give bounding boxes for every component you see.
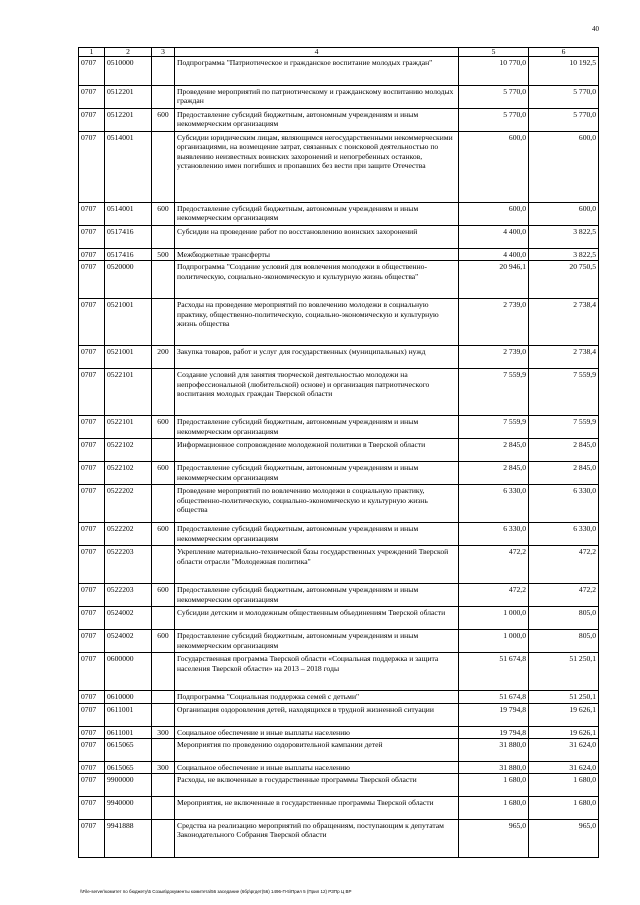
- expense-type-cell: [152, 369, 175, 416]
- target-code-cell: 0520000: [105, 261, 152, 299]
- header-cell: 2: [105, 48, 152, 57]
- section-code-cell: 0707: [79, 820, 105, 858]
- planned-amount-cell: 5 770,0: [459, 109, 529, 132]
- description-cell: Субсидии юридическим лицам, являющимся негосударственными некоммерческими организациями, на возмещение затрат, связанных с поисковой деятельностью по выявлению неизвестных воинских захоронений и непогребенных останков, установлению имен погибших и пропавших без вести при защите Отечества: [175, 132, 459, 203]
- section-code-cell: 0707: [79, 653, 105, 691]
- expense-type-cell: 600: [152, 109, 175, 132]
- section-code-cell: 0707: [79, 738, 105, 761]
- table-row: [79, 546, 599, 584]
- header-cell: 4: [175, 48, 459, 57]
- target-code-cell: 0517416: [105, 249, 152, 261]
- actual-amount-cell: 5 770,0: [529, 109, 599, 132]
- expense-type-cell: [152, 439, 175, 462]
- planned-amount-cell: 2 845,0: [459, 462, 529, 485]
- section-code-cell: 0707: [79, 203, 105, 226]
- planned-amount-cell: 1 680,0: [459, 797, 529, 820]
- description-cell: Предоставление субсидий бюджетным, автономным учреждениям и иным некоммерческим организациям: [175, 462, 459, 485]
- planned-amount-cell: 6 330,0: [459, 523, 529, 546]
- planned-amount-cell: 1 000,0: [459, 630, 529, 653]
- header-cell: 5: [459, 48, 529, 57]
- expense-type-cell: [152, 607, 175, 630]
- description-cell: Средства на реализацию мероприятий по обращениям, поступающим к депутатам Законодательного Собрания Тверской области: [175, 820, 459, 858]
- table-row: [79, 691, 599, 703]
- actual-amount-cell: 7 559,9: [529, 416, 599, 439]
- table-row: [79, 86, 599, 109]
- planned-amount-cell: 2 739,0: [459, 299, 529, 346]
- description-cell: Создание условий для занятия творческой деятельностью молодежи на непрофессиональной (любительской) основе) и организация патриотического воспитания молодых граждан Тверской области: [175, 369, 459, 416]
- target-code-cell: 0512201: [105, 86, 152, 109]
- target-code-cell: 9940000: [105, 797, 152, 820]
- description-cell: Предоставление субсидий бюджетным, автономным учреждениям и иным некоммерческим организациям: [175, 203, 459, 226]
- target-code-cell: 0522203: [105, 546, 152, 584]
- expense-type-cell: 600: [152, 584, 175, 607]
- table-row: [79, 299, 599, 346]
- planned-amount-cell: 20 946,1: [459, 261, 529, 299]
- actual-amount-cell: 805,0: [529, 607, 599, 630]
- section-code-cell: 0707: [79, 726, 105, 738]
- target-code-cell: 0521001: [105, 346, 152, 369]
- section-code-cell: 0707: [79, 774, 105, 797]
- actual-amount-cell: 600,0: [529, 132, 599, 203]
- section-code-cell: 0707: [79, 57, 105, 86]
- planned-amount-cell: 2 845,0: [459, 439, 529, 462]
- table-row: [79, 703, 599, 726]
- expense-type-cell: [152, 738, 175, 761]
- description-cell: Предоставление субсидий бюджетным, автономным учреждениям и иным некоммерческим организациям: [175, 630, 459, 653]
- table-row: [79, 726, 599, 738]
- expense-type-cell: [152, 774, 175, 797]
- description-cell: Субсидии детским и молодежным общественным объединениям Тверской области: [175, 607, 459, 630]
- section-code-cell: 0707: [79, 797, 105, 820]
- table-row: [79, 797, 599, 820]
- section-code-cell: 0707: [79, 299, 105, 346]
- planned-amount-cell: 5 770,0: [459, 86, 529, 109]
- description-cell: Расходы, не включенные в государственные программы Тверской области: [175, 774, 459, 797]
- description-cell: Социальное обеспечение и иные выплаты населению: [175, 761, 459, 773]
- expense-type-cell: [152, 820, 175, 858]
- actual-amount-cell: 2 738,4: [529, 299, 599, 346]
- expense-type-cell: [152, 57, 175, 86]
- target-code-cell: 0611001: [105, 703, 152, 726]
- planned-amount-cell: 6 330,0: [459, 485, 529, 523]
- section-code-cell: 0707: [79, 416, 105, 439]
- planned-amount-cell: 600,0: [459, 203, 529, 226]
- table-row: [79, 630, 599, 653]
- section-code-cell: 0707: [79, 462, 105, 485]
- expense-type-cell: 600: [152, 523, 175, 546]
- actual-amount-cell: 2 738,4: [529, 346, 599, 369]
- section-code-cell: 0707: [79, 761, 105, 773]
- actual-amount-cell: 31 624,0: [529, 738, 599, 761]
- table-row: [79, 774, 599, 797]
- table-header-row: [79, 48, 599, 57]
- table-row: [79, 369, 599, 416]
- target-code-cell: 0611001: [105, 726, 152, 738]
- section-code-cell: 0707: [79, 691, 105, 703]
- description-cell: Предоставление субсидий бюджетным, автономным учреждениям и иным некоммерческим организациям: [175, 416, 459, 439]
- planned-amount-cell: 7 559,9: [459, 416, 529, 439]
- actual-amount-cell: 3 822,5: [529, 249, 599, 261]
- section-code-cell: 0707: [79, 546, 105, 584]
- table-row: [79, 653, 599, 691]
- section-code-cell: 0707: [79, 485, 105, 523]
- description-cell: Предоставление субсидий бюджетным, автономным учреждениям и иным некоммерческим организациям: [175, 584, 459, 607]
- actual-amount-cell: 472,2: [529, 584, 599, 607]
- table-row: [79, 485, 599, 523]
- table-row: [79, 607, 599, 630]
- expense-type-cell: [152, 299, 175, 346]
- section-code-cell: 0707: [79, 584, 105, 607]
- expense-type-cell: [152, 86, 175, 109]
- expense-type-cell: [152, 485, 175, 523]
- actual-amount-cell: 965,0: [529, 820, 599, 858]
- actual-amount-cell: 6 330,0: [529, 523, 599, 546]
- table-row: [79, 820, 599, 858]
- target-code-cell: 0522203: [105, 584, 152, 607]
- description-cell: Закупка товаров, работ и услуг для государственных (муниципальных) нужд: [175, 346, 459, 369]
- table-row: [79, 523, 599, 546]
- actual-amount-cell: 2 845,0: [529, 439, 599, 462]
- target-code-cell: 0522202: [105, 523, 152, 546]
- planned-amount-cell: 19 794,8: [459, 703, 529, 726]
- actual-amount-cell: 20 750,5: [529, 261, 599, 299]
- target-code-cell: 0522202: [105, 485, 152, 523]
- expense-type-cell: 500: [152, 249, 175, 261]
- target-code-cell: 0615065: [105, 738, 152, 761]
- section-code-cell: 0707: [79, 132, 105, 203]
- actual-amount-cell: 6 330,0: [529, 485, 599, 523]
- expense-type-cell: 600: [152, 630, 175, 653]
- actual-amount-cell: 10 192,5: [529, 57, 599, 86]
- table-row: [79, 584, 599, 607]
- planned-amount-cell: 51 674,8: [459, 691, 529, 703]
- expense-type-cell: 600: [152, 462, 175, 485]
- target-code-cell: 0514001: [105, 132, 152, 203]
- target-code-cell: 9900000: [105, 774, 152, 797]
- table-row: [79, 439, 599, 462]
- description-cell: Подпрограмма "Создание условий для вовлечения молодежи в общественно-политическую, социально-экономическую и культурную жизнь общества": [175, 261, 459, 299]
- table-row: [79, 761, 599, 773]
- target-code-cell: 0524002: [105, 607, 152, 630]
- actual-amount-cell: 19 626,1: [529, 726, 599, 738]
- expense-type-cell: 600: [152, 416, 175, 439]
- target-code-cell: 0522101: [105, 369, 152, 416]
- header-cell: 1: [79, 48, 105, 57]
- table-row: [79, 346, 599, 369]
- section-code-cell: 0707: [79, 439, 105, 462]
- actual-amount-cell: 19 626,1: [529, 703, 599, 726]
- expense-type-cell: [152, 261, 175, 299]
- description-cell: Подпрограмма "Социальная поддержка семей с детьми": [175, 691, 459, 703]
- target-code-cell: 0610000: [105, 691, 152, 703]
- target-code-cell: 0521001: [105, 299, 152, 346]
- expense-type-cell: [152, 797, 175, 820]
- actual-amount-cell: 600,0: [529, 203, 599, 226]
- table-row: [79, 416, 599, 439]
- header-cell: 3: [152, 48, 175, 57]
- target-code-cell: 0512201: [105, 109, 152, 132]
- expense-type-cell: 600: [152, 203, 175, 226]
- planned-amount-cell: 7 559,9: [459, 369, 529, 416]
- description-cell: Межбюджетные трансферты: [175, 249, 459, 261]
- target-code-cell: 0615065: [105, 761, 152, 773]
- table-row: [79, 132, 599, 203]
- target-code-cell: 9941888: [105, 820, 152, 858]
- description-cell: Укрепление материально-технической базы государственных учреждений Тверской области отрасли "Молодежная политика": [175, 546, 459, 584]
- planned-amount-cell: 472,2: [459, 584, 529, 607]
- actual-amount-cell: 805,0: [529, 630, 599, 653]
- planned-amount-cell: 965,0: [459, 820, 529, 858]
- section-code-cell: 0707: [79, 109, 105, 132]
- target-code-cell: 0522102: [105, 439, 152, 462]
- description-cell: Мероприятия по проведению оздоровительной кампании детей: [175, 738, 459, 761]
- actual-amount-cell: 51 250,1: [529, 691, 599, 703]
- expense-type-cell: [152, 703, 175, 726]
- target-code-cell: 0517416: [105, 226, 152, 249]
- expense-type-cell: [152, 691, 175, 703]
- section-code-cell: 0707: [79, 249, 105, 261]
- planned-amount-cell: 1 680,0: [459, 774, 529, 797]
- description-cell: Предоставление субсидий бюджетным, автономным учреждениям и иным некоммерческим организациям: [175, 523, 459, 546]
- footer-file-path: \\File-server\комитет по бюджету\5 Созыв\документы комитета\56 заседание (6бр\ргдет(56) 1496-П-5\Прил 5 (Прил 12) РЗПр Ц ВР: [80, 889, 352, 894]
- section-code-cell: 0707: [79, 226, 105, 249]
- target-code-cell: 0514001: [105, 203, 152, 226]
- section-code-cell: 0707: [79, 369, 105, 416]
- planned-amount-cell: 600,0: [459, 132, 529, 203]
- planned-amount-cell: 2 739,0: [459, 346, 529, 369]
- table-row: [79, 57, 599, 86]
- planned-amount-cell: 31 880,0: [459, 761, 529, 773]
- description-cell: Подпрограмма "Патриотическое и гражданское воспитание молодых граждан": [175, 57, 459, 86]
- section-code-cell: 0707: [79, 607, 105, 630]
- table-row: [79, 203, 599, 226]
- planned-amount-cell: 10 770,0: [459, 57, 529, 86]
- description-cell: Организация оздоровления детей, находящихся в трудной жизненной ситуации: [175, 703, 459, 726]
- description-cell: Субсидии на проведение работ по восстановлению воинских захоронений: [175, 226, 459, 249]
- planned-amount-cell: 1 000,0: [459, 607, 529, 630]
- target-code-cell: 0522101: [105, 416, 152, 439]
- planned-amount-cell: 4 400,0: [459, 226, 529, 249]
- actual-amount-cell: 472,2: [529, 546, 599, 584]
- section-code-cell: 0707: [79, 261, 105, 299]
- target-code-cell: 0522102: [105, 462, 152, 485]
- expense-type-cell: 300: [152, 761, 175, 773]
- target-code-cell: 0510000: [105, 57, 152, 86]
- section-code-cell: 0707: [79, 523, 105, 546]
- expense-type-cell: [152, 546, 175, 584]
- budget-table: [78, 47, 599, 858]
- planned-amount-cell: 19 794,8: [459, 726, 529, 738]
- planned-amount-cell: 472,2: [459, 546, 529, 584]
- target-code-cell: 0524002: [105, 630, 152, 653]
- section-code-cell: 0707: [79, 86, 105, 109]
- description-cell: Социальное обеспечение и иные выплаты населению: [175, 726, 459, 738]
- description-cell: Информационное сопровождение молодежной политики в Тверской области: [175, 439, 459, 462]
- description-cell: Государственная программа Тверской области «Социальная поддержка и защита населения Тверской области» на 2013 – 2018 годы: [175, 653, 459, 691]
- expense-type-cell: 200: [152, 346, 175, 369]
- section-code-cell: 0707: [79, 630, 105, 653]
- planned-amount-cell: 4 400,0: [459, 249, 529, 261]
- table-row: [79, 109, 599, 132]
- expense-type-cell: [152, 132, 175, 203]
- actual-amount-cell: 1 680,0: [529, 797, 599, 820]
- table-row: [79, 249, 599, 261]
- actual-amount-cell: 3 822,5: [529, 226, 599, 249]
- table-row: [79, 261, 599, 299]
- table-row: [79, 226, 599, 249]
- page-number: 40: [592, 25, 599, 33]
- actual-amount-cell: 31 624,0: [529, 761, 599, 773]
- header-cell: 6: [529, 48, 599, 57]
- table-row: [79, 738, 599, 761]
- actual-amount-cell: 5 770,0: [529, 86, 599, 109]
- planned-amount-cell: 51 674,8: [459, 653, 529, 691]
- description-cell: Проведение мероприятий по вовлечению молодежи в социальную практику, общественно-политическую, социально-экономическую и культурную жизнь общества: [175, 485, 459, 523]
- expense-type-cell: [152, 653, 175, 691]
- actual-amount-cell: 51 250,1: [529, 653, 599, 691]
- description-cell: Расходы на проведение мероприятий по вовлечению молодежи в социальную практику, общественно-политическую, социально-экономическую и культурную жизнь общества: [175, 299, 459, 346]
- actual-amount-cell: 1 680,0: [529, 774, 599, 797]
- expense-type-cell: [152, 226, 175, 249]
- table-row: [79, 462, 599, 485]
- description-cell: Мероприятия, не включенные в государственные программы Тверской области: [175, 797, 459, 820]
- description-cell: Предоставление субсидий бюджетным, автономным учреждениям и иным некоммерческим организациям: [175, 109, 459, 132]
- target-code-cell: 0600000: [105, 653, 152, 691]
- section-code-cell: 0707: [79, 346, 105, 369]
- planned-amount-cell: 31 880,0: [459, 738, 529, 761]
- section-code-cell: 0707: [79, 703, 105, 726]
- actual-amount-cell: 7 559,9: [529, 369, 599, 416]
- actual-amount-cell: 2 845,0: [529, 462, 599, 485]
- expense-type-cell: 300: [152, 726, 175, 738]
- description-cell: Проведение мероприятий по патриотическому и гражданскому воспитанию молодых граждан: [175, 86, 459, 109]
